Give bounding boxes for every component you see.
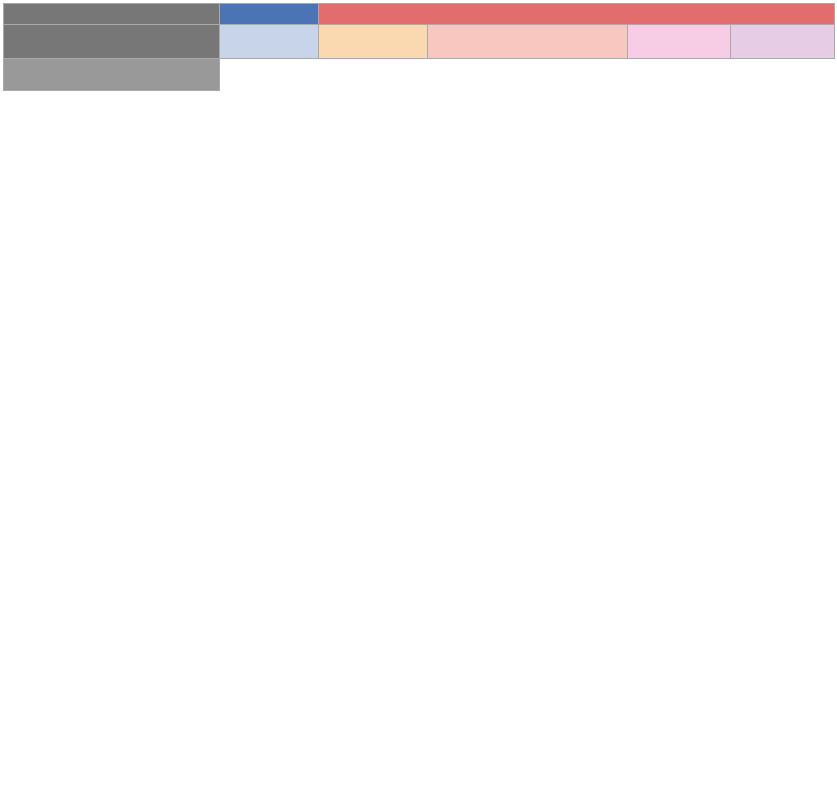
single-sub-0 xyxy=(319,25,428,59)
plan-table xyxy=(3,3,835,91)
single-sub-3 xyxy=(731,25,835,59)
method-label xyxy=(4,4,220,25)
content-label xyxy=(4,25,220,59)
single-sub-1 xyxy=(428,25,628,59)
single-sub-2 xyxy=(628,25,731,59)
group-joint xyxy=(220,4,319,25)
group-single xyxy=(319,4,835,25)
plan-label xyxy=(4,59,220,91)
joint-sub xyxy=(220,25,319,59)
